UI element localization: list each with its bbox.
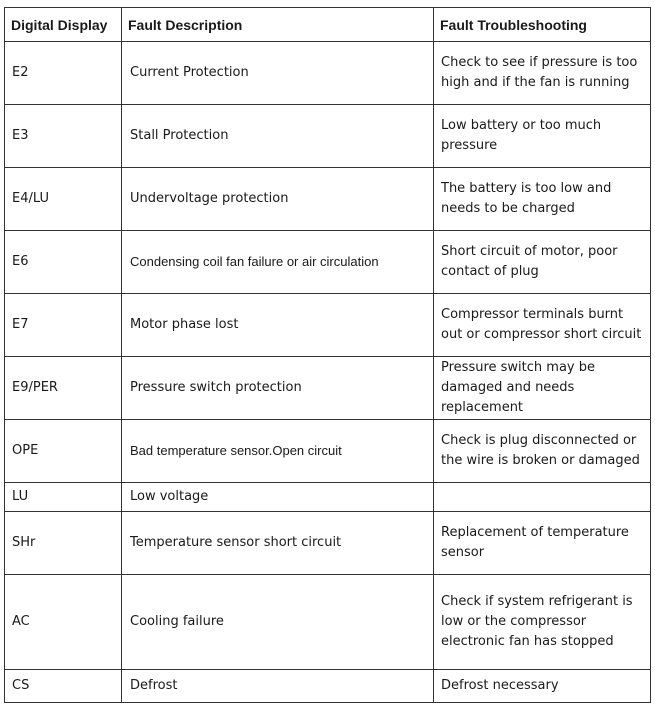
table-row: [5, 231, 651, 294]
fault-description: Temperature sensor short circuit: [122, 512, 434, 575]
header-fault-troubleshooting: Fault Troubleshooting: [434, 8, 651, 42]
fault-description: Bad temperature sensor.Open circuit: [122, 420, 434, 483]
fault-code: CS: [5, 670, 122, 703]
header-digital-display: Digital Display: [5, 8, 122, 42]
table-row: [5, 575, 651, 670]
fault-code-table: [4, 7, 651, 703]
fault-troubleshooting: Check to see if pressure is too high and if the fan is running: [434, 42, 651, 105]
table-row: [5, 512, 651, 575]
fault-troubleshooting: Low battery or too much pressure: [434, 105, 651, 168]
fault-description: Defrost: [122, 670, 434, 703]
fault-troubleshooting: Compressor terminals burnt out or compressor short circuit: [434, 294, 651, 357]
fault-troubleshooting: [434, 483, 651, 512]
fault-description: Condensing coil fan failure or air circulation: [122, 231, 434, 294]
header-row: [5, 8, 651, 42]
table-row: [5, 105, 651, 168]
fault-code: E3: [5, 105, 122, 168]
fault-troubleshooting: Replacement of temperature sensor: [434, 512, 651, 575]
fault-code: SHr: [5, 512, 122, 575]
table-row: [5, 357, 651, 420]
table-row: [5, 670, 651, 703]
table-row: [5, 168, 651, 231]
fault-troubleshooting: Check if system refrigerant is low or the compressor electronic fan has stopped: [434, 575, 651, 670]
fault-description: Current Protection: [122, 42, 434, 105]
header-fault-description: Fault Description: [122, 8, 434, 42]
fault-description: Stall Protection: [122, 105, 434, 168]
fault-description: Cooling failure: [122, 575, 434, 670]
fault-code: E4/LU: [5, 168, 122, 231]
table-row: [5, 420, 651, 483]
table-row: [5, 483, 651, 512]
fault-troubleshooting: Defrost necessary: [434, 670, 651, 703]
table-header: [5, 8, 651, 42]
fault-troubleshooting: Short circuit of motor, poor contact of plug: [434, 231, 651, 294]
table-body: [5, 42, 651, 703]
fault-code: LU: [5, 483, 122, 512]
fault-description: Low voltage: [122, 483, 434, 512]
fault-description: Motor phase lost: [122, 294, 434, 357]
table-row: [5, 294, 651, 357]
table-row: [5, 42, 651, 105]
fault-description: Undervoltage protection: [122, 168, 434, 231]
fault-code: E2: [5, 42, 122, 105]
fault-troubleshooting: Pressure switch may be damaged and needs replacement: [434, 357, 651, 420]
fault-troubleshooting: The battery is too low and needs to be charged: [434, 168, 651, 231]
fault-code: E7: [5, 294, 122, 357]
fault-code: E9/PER: [5, 357, 122, 420]
fault-code: AC: [5, 575, 122, 670]
fault-code: E6: [5, 231, 122, 294]
fault-troubleshooting: Check is plug disconnected or the wire is broken or damaged: [434, 420, 651, 483]
fault-code: OPE: [5, 420, 122, 483]
fault-description: Pressure switch protection: [122, 357, 434, 420]
